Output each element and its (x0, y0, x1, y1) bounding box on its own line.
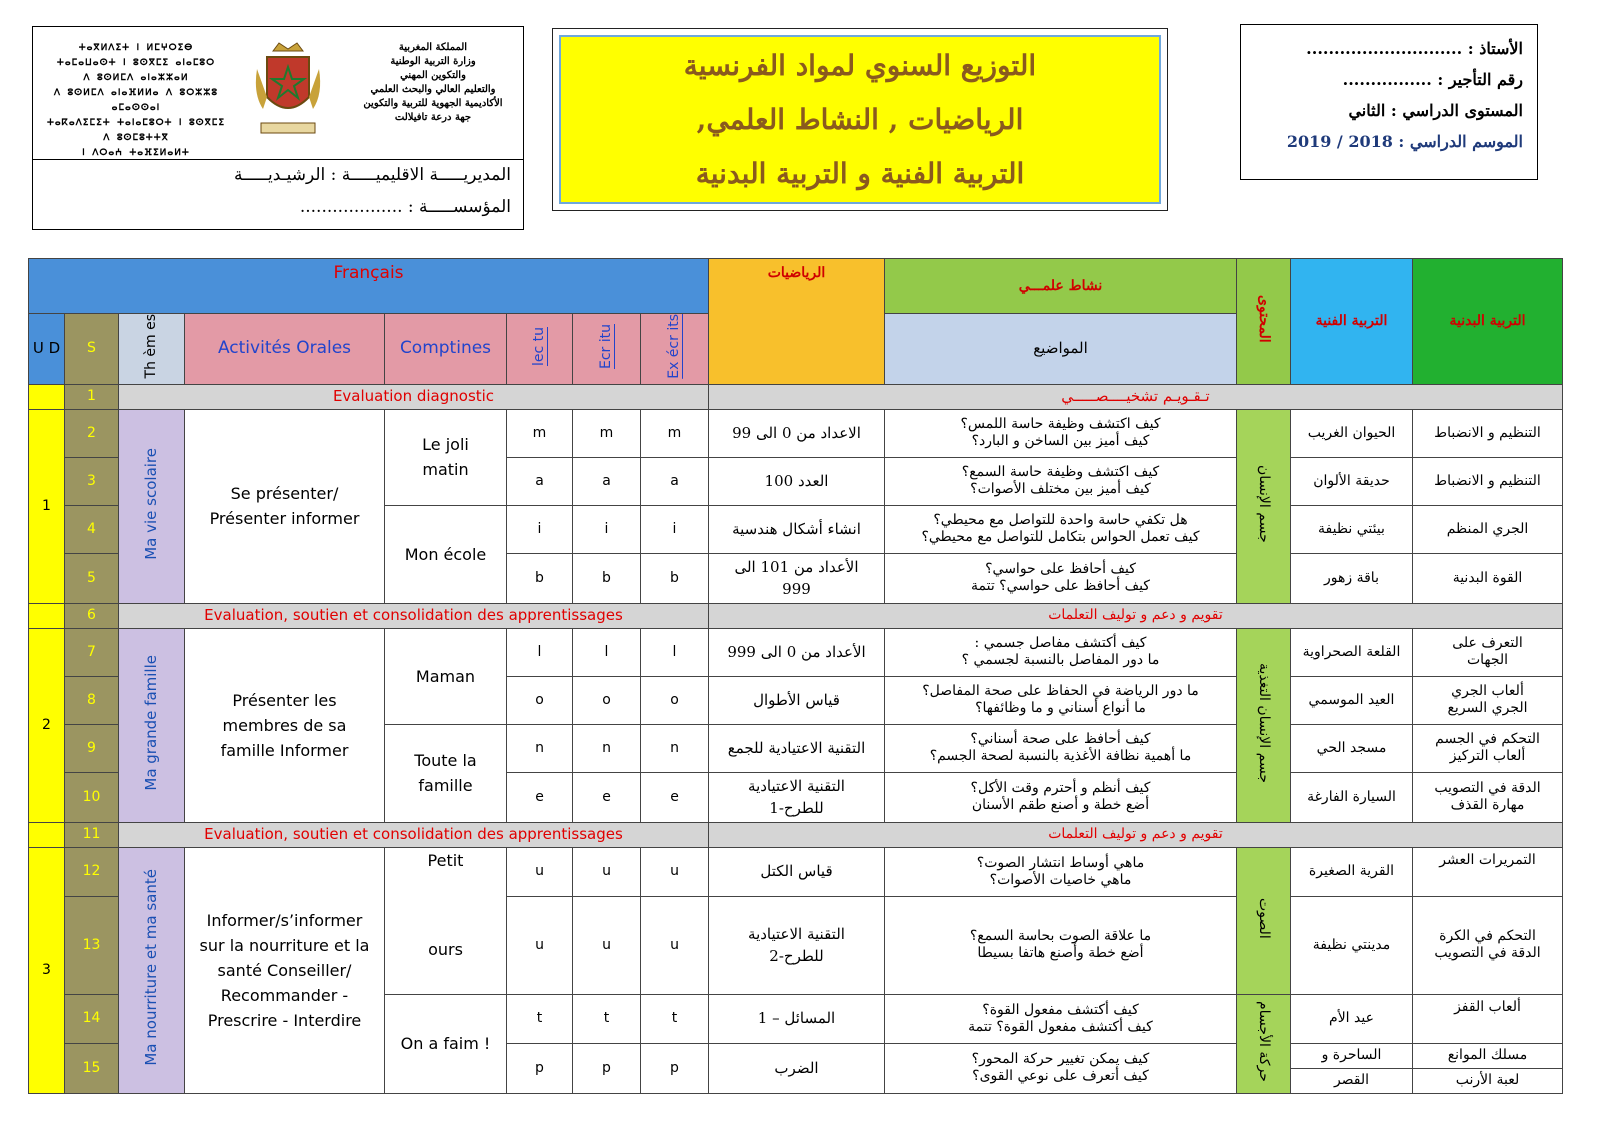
science-line: كيف يمكن تغيير حركة المحور؟ (971, 1051, 1150, 1068)
science-line: كيف اكتشف وظيفة حاسة السمع؟ (961, 464, 1160, 481)
science-line: أضع خطة وأصنع هاتفا بسيطا (977, 945, 1144, 962)
arts-topic: مدينتي نظيفة (1291, 896, 1413, 994)
content-text: حركة الأجسام (1256, 1000, 1272, 1082)
arts-topic: الحيوان الغريب (1291, 409, 1413, 457)
week-number: 8 (65, 676, 119, 724)
exercice-letter: o (641, 676, 709, 724)
ministry-line: والتعليم العالي والبحث العلمي (370, 84, 496, 95)
arts-topic: القرية الصغيرة (1291, 847, 1413, 896)
header-comptines: Comptines (385, 314, 507, 385)
exercice-letter: p (641, 1043, 709, 1093)
content-cell (1237, 628, 1291, 822)
ecriture-letter: u (573, 847, 641, 896)
ecriture-letter: n (573, 724, 641, 772)
content-cell (1237, 409, 1291, 603)
science-line: كيف أحافظ على صحة أسناني؟ (970, 731, 1151, 748)
theme-text: Ma grande famille (142, 654, 160, 791)
header-content (1237, 259, 1291, 385)
school-level: المستوى الدراسي : الثاني (1348, 101, 1523, 120)
exercice-letter: l (641, 628, 709, 676)
science-line: كيف أحافظ على حواسي؟ تتمة (971, 578, 1150, 595)
week-number: 10 (65, 772, 119, 822)
ecriture-letter: a (573, 457, 641, 505)
arts-topic: القلعة الصحراوية (1291, 628, 1413, 676)
science-line: كيف أكتشف مفعول القوة؟ (982, 1001, 1139, 1018)
pe-topic: التعرف على الجهات (1413, 628, 1563, 676)
salary-number: رقم التأجير : ................ (1342, 70, 1523, 89)
ud-number: 2 (29, 628, 65, 822)
science-topic (885, 409, 1237, 457)
theme-cell (119, 847, 185, 1093)
tifinagh-line: ⴷ ⵓⵙⵍⵎⴷ ⴰⵏⴰⴼⵍⵍⴰ ⴷ ⵓⵔⵣⵣⵓ ⴰⵎⴰⵙⵙⴰⵏ (53, 88, 219, 113)
ecriture-letter: o (573, 676, 641, 724)
math-topic: انشاء أشكال هندسية (709, 505, 885, 553)
header-themes (119, 314, 185, 385)
science-line: أضع خطة و أصنع طقم الأسنان (971, 797, 1150, 814)
lecture-letter: e (507, 772, 573, 822)
eval-consolidation-fr: Evaluation, soutien et consolidation des apprentissages (119, 822, 709, 847)
lecture-letter: u (507, 896, 573, 994)
pe-topic (1413, 1043, 1563, 1093)
week-number: 4 (65, 505, 119, 553)
tifinagh-line: ⵜⴰⵎⴰⵡⴰⵙⵜ ⵏ ⵓⵙⴳⵎⵉ ⴰⵏⴰⵎⵓⵔ (56, 58, 216, 68)
header-arts: التربية الفنية (1291, 259, 1413, 385)
header-themes-text: Th èm es (143, 314, 159, 379)
week-cell: 1 (65, 384, 119, 409)
content-text: الصوت (1256, 897, 1272, 939)
header-math: الرياضيات (709, 259, 885, 385)
arts-line: القصر (1291, 1068, 1412, 1089)
week-number: 15 (65, 1043, 119, 1093)
exercice-letter: i (641, 505, 709, 553)
math-topic: قياس الكتل (709, 847, 885, 896)
pe-topic: التحكم في الكرة الدقة في التصويب (1413, 896, 1563, 994)
arts-topic: مسجد الحي (1291, 724, 1413, 772)
tifinagh-line: ⵜⴰⴽⴰⴷⵉⵎⵉⵜ ⵜⴰⵏⴰⵎⵓⵔⵜ ⵏ ⵓⵙⴳⵎⵉ ⴷ ⵓⵙⵎⵓⵜⵜⴳ (46, 118, 226, 143)
week-number: 9 (65, 724, 119, 772)
math-topic: قياس الأطوال (709, 676, 885, 724)
ministry-line: جهة درعة تافيلالت (394, 112, 472, 123)
theme-cell (119, 409, 185, 603)
eval-consolidation-ar: تقويم و دعم و توليف التعلمات (709, 603, 1563, 628)
ministry-line: الأكاديمية الجهوية للتربية والتكوين (363, 98, 503, 109)
pe-topic: الدقة في التصويب مهارة القذف (1413, 772, 1563, 822)
exercice-letter: n (641, 724, 709, 772)
pe-topic: التنظيم و الانضباط (1413, 457, 1563, 505)
week-number: 5 (65, 553, 119, 603)
math-topic: التقنية الاعتيادية للطرح-1 (709, 772, 885, 822)
arts-topic: السيارة الفارغة (1291, 772, 1413, 822)
pe-topic: التحكم في الجسم ألعاب التركيز (1413, 724, 1563, 772)
science-line: كيف أميز بين الساخن و البارد؟ (971, 433, 1150, 450)
header-s: S (65, 314, 119, 385)
math-topic: العدد 100 (709, 457, 885, 505)
pe-topic: التمريرات العشر (1413, 847, 1563, 896)
ministry-header (32, 26, 524, 230)
header-francais: Français (29, 259, 709, 314)
teacher-info (1240, 24, 1538, 180)
science-topic (885, 772, 1237, 822)
math-topic: التقنية الاعتيادية للطرح-2 (709, 896, 885, 994)
ecriture-letter: t (573, 994, 641, 1043)
arts-topic: بيئتي نظيفة (1291, 505, 1413, 553)
ud-number: 1 (29, 409, 65, 603)
oral-activity: Présenter les membres de sa famille Informer (185, 628, 385, 822)
header-content-text: المحتوى (1256, 295, 1272, 343)
ecriture-letter: i (573, 505, 641, 553)
theme-cell (119, 628, 185, 822)
arts-topic: حديقة الألوان (1291, 457, 1413, 505)
lecture-letter: n (507, 724, 573, 772)
week-number: 14 (65, 994, 119, 1043)
lecture-letter: b (507, 553, 573, 603)
title-line-3: التربية الفنية و التربية البدنية (695, 157, 1025, 190)
theme-text: Ma nourriture et ma santé (142, 869, 160, 1067)
lecture-letter: m (507, 409, 573, 457)
math-topic: الأعداد من 101 الى 999 (709, 553, 885, 603)
ud-cell (29, 384, 65, 409)
science-line: كيف اكتشف وظيفة حاسة اللمس؟ (960, 416, 1161, 433)
title-box (552, 28, 1168, 211)
science-line: كيف أحافظ على حواسي؟ (985, 561, 1136, 578)
ministry-line: المملكة المغربية (398, 42, 468, 53)
science-line: ما أنواع أسناني و ما وظائفها؟ (975, 700, 1146, 717)
arts-topic: عيد الأم (1291, 994, 1413, 1043)
lecture-letter: p (507, 1043, 573, 1093)
school-year: الموسم الدراسي : 2018 / 2019 (1286, 132, 1523, 151)
exercice-letter: b (641, 553, 709, 603)
science-line: ما دور المفاصل بالنسبة لجسمي ؟ (961, 652, 1160, 669)
ud-cell (29, 822, 65, 847)
ministry-letterhead (33, 27, 523, 160)
science-topic (885, 505, 1237, 553)
week-number: 2 (65, 409, 119, 457)
science-topic (885, 676, 1237, 724)
ecriture-letter: b (573, 553, 641, 603)
arts-line: الساحرة و (1321, 1047, 1382, 1064)
pe-line: مسلك الموانع (1447, 1047, 1528, 1064)
eval-diagnostic-fr: Evaluation diagnostic (119, 384, 709, 409)
lecture-letter: t (507, 994, 573, 1043)
header-exercices-text: Ex écr its (666, 314, 682, 379)
pe-topic: التنظيم و الانضباط (1413, 409, 1563, 457)
title-line-2: الرياضيات , النشاط العلمي, (696, 103, 1024, 136)
science-line: كيف أكتشف مفاصل جسمي : (974, 635, 1147, 652)
content-text: جسم الإنسان التغذية (1256, 662, 1272, 783)
science-line: ماهي خاصيات الأصوات؟ (989, 871, 1132, 888)
ministry-arabic (353, 41, 513, 125)
content-text: جسم الإنسان (1256, 464, 1272, 543)
lecture-letter: a (507, 457, 573, 505)
science-topic (885, 628, 1237, 676)
math-topic: التقنية الاعتيادية للجمع (709, 724, 885, 772)
math-topic: المسائل – 1 (709, 994, 885, 1043)
tifinagh-text (41, 41, 231, 161)
eval-diagnostic-ar: تـقـويـم تشخيــــصـــــي (709, 384, 1563, 409)
science-topic (885, 1043, 1237, 1093)
arts-topic: باقة زهور (1291, 553, 1413, 603)
header-lecture (507, 314, 573, 385)
science-topic (885, 994, 1237, 1043)
science-line: ماهي أوساط انتشار الصوت؟ (976, 854, 1145, 871)
science-topic (885, 553, 1237, 603)
oral-activity: Se présenter/ Présenter informer (185, 409, 385, 603)
oral-activity: Informer/s’informer sur la nourriture et la santé Conseiller/ Recommander -Prescrire - Interdire (185, 847, 385, 1093)
theme-text: Ma vie scolaire (142, 447, 160, 560)
lecture-letter: u (507, 847, 573, 896)
week-number: 7 (65, 628, 119, 676)
header-ecriture (573, 314, 641, 385)
exercice-letter: t (641, 994, 709, 1043)
pe-topic: الجري المنظم (1413, 505, 1563, 553)
math-topic: الضرب (709, 1043, 885, 1093)
teacher-name: الأستاذ : ............................ (1306, 39, 1523, 58)
header-pe: التربية البدنية (1413, 259, 1563, 385)
tifinagh-line: ⴷ ⵓⵙⵍⵎⴷ ⴰⵏⴰⵣⵣⴰⵍ (83, 73, 189, 83)
ecriture-letter: e (573, 772, 641, 822)
lecture-letter: l (507, 628, 573, 676)
week-number: 13 (65, 896, 119, 994)
content-cell (1237, 847, 1291, 994)
header-lecture-text: lec tu (531, 326, 547, 366)
lecture-letter: o (507, 676, 573, 724)
ministry-line: والتكوين المهني (400, 70, 466, 81)
exercice-letter: a (641, 457, 709, 505)
science-line: كيف أنظم و أحترم وقت الأكل؟ (970, 780, 1151, 797)
exercice-letter: e (641, 772, 709, 822)
science-line: كيف أتعرف على نوعي القوى؟ (972, 1068, 1149, 1085)
header-ud: U D (29, 314, 65, 385)
week-cell: 6 (65, 603, 119, 628)
institution-label: المؤسســـــة : ................... (299, 197, 511, 217)
header-topics: المواضيع (885, 314, 1237, 385)
header-science: نشاط علمـــي (885, 259, 1237, 314)
header-ecriture-text: Ecr itu (598, 323, 614, 369)
exercice-letter: u (641, 896, 709, 994)
exercice-letter: u (641, 847, 709, 896)
ud-number: 3 (29, 847, 65, 1093)
science-topic (885, 457, 1237, 505)
directorate-label: المديريـــــة الاقليميـــــة : الرشيـديـــــة (233, 165, 511, 185)
science-line: ما دور الرياضة في الحفاظ على صحة المفاصل؟ (922, 683, 1199, 700)
comptine: ours (428, 939, 463, 959)
science-line: كيف تعمل الحواس بتكامل للتواصل مع محيطي؟ (921, 529, 1200, 546)
week-number: 12 (65, 847, 119, 896)
exercice-letter: m (641, 409, 709, 457)
lecture-letter: i (507, 505, 573, 553)
comptine: On a faim ! (385, 994, 507, 1093)
tifinagh-line: ⵏ ⴷⵔⴰⵄ ⵜⴰⴼⵉⵍⴰⵍⵜ (82, 148, 190, 158)
pe-topic: ألعاب الجري الجري السريع (1413, 676, 1563, 724)
ecriture-letter: u (573, 896, 641, 994)
eval-consolidation-ar: تقويم و دعم و توليف التعلمات (709, 822, 1563, 847)
coat-of-arms-icon (253, 39, 323, 149)
pe-topic: القوة البدنية (1413, 553, 1563, 603)
pe-line: لعبة الأرنب (1413, 1068, 1562, 1089)
title-panel (559, 35, 1161, 204)
science-line: كيف أميز بين مختلف الأصوات؟ (970, 481, 1151, 498)
comptine: Le joli matin (385, 409, 507, 505)
comptine-petit-ours (385, 847, 507, 994)
header-exercices (641, 314, 709, 385)
tifinagh-line: ⵜⴰⴳⵍⴷⵉⵜ ⵏ ⵍⵎⵖⵔⵉⴱ (78, 43, 194, 53)
pe-topic: ألعاب القفز (1413, 994, 1563, 1043)
science-line: هل تكفي حاسة واحدة للتواصل مع محيطي؟ (933, 512, 1188, 529)
arts-topic: العيد الموسمي (1291, 676, 1413, 724)
comptine: Mon école (385, 505, 507, 603)
annual-distribution-table (28, 258, 1563, 1094)
comptine: Maman (385, 628, 507, 724)
comptine: Petit (427, 850, 464, 870)
science-line: ما أهمية نظافة الأغذية بالنسبة لصحة الجسم؟ (929, 748, 1192, 765)
science-line: كيف أكتشف مفعول القوة؟ تتمة (968, 1018, 1153, 1035)
science-line: ما علاقة الصوت بحاسة السمع؟ (969, 928, 1152, 945)
math-topic: الاعداد من 0 الى 99 (709, 409, 885, 457)
content-cell (1237, 994, 1291, 1093)
science-topic (885, 847, 1237, 896)
arts-topic (1291, 1043, 1413, 1093)
ministry-line: وزارة التربية الوطنية (390, 56, 476, 67)
week-number: 3 (65, 457, 119, 505)
ud-cell (29, 603, 65, 628)
week-cell: 11 (65, 822, 119, 847)
science-topic (885, 724, 1237, 772)
ecriture-letter: l (573, 628, 641, 676)
math-topic: الأعداد من 0 الى 999 (709, 628, 885, 676)
title-line-1: التوزيع السنوي لمواد الفرنسية (683, 49, 1037, 82)
comptine: Toute la famille (385, 724, 507, 822)
ecriture-letter: p (573, 1043, 641, 1093)
eval-consolidation-fr: Evaluation, soutien et consolidation des apprentissages (119, 603, 709, 628)
ecriture-letter: m (573, 409, 641, 457)
header-oral: Activités Orales (185, 314, 385, 385)
science-topic (885, 896, 1237, 994)
